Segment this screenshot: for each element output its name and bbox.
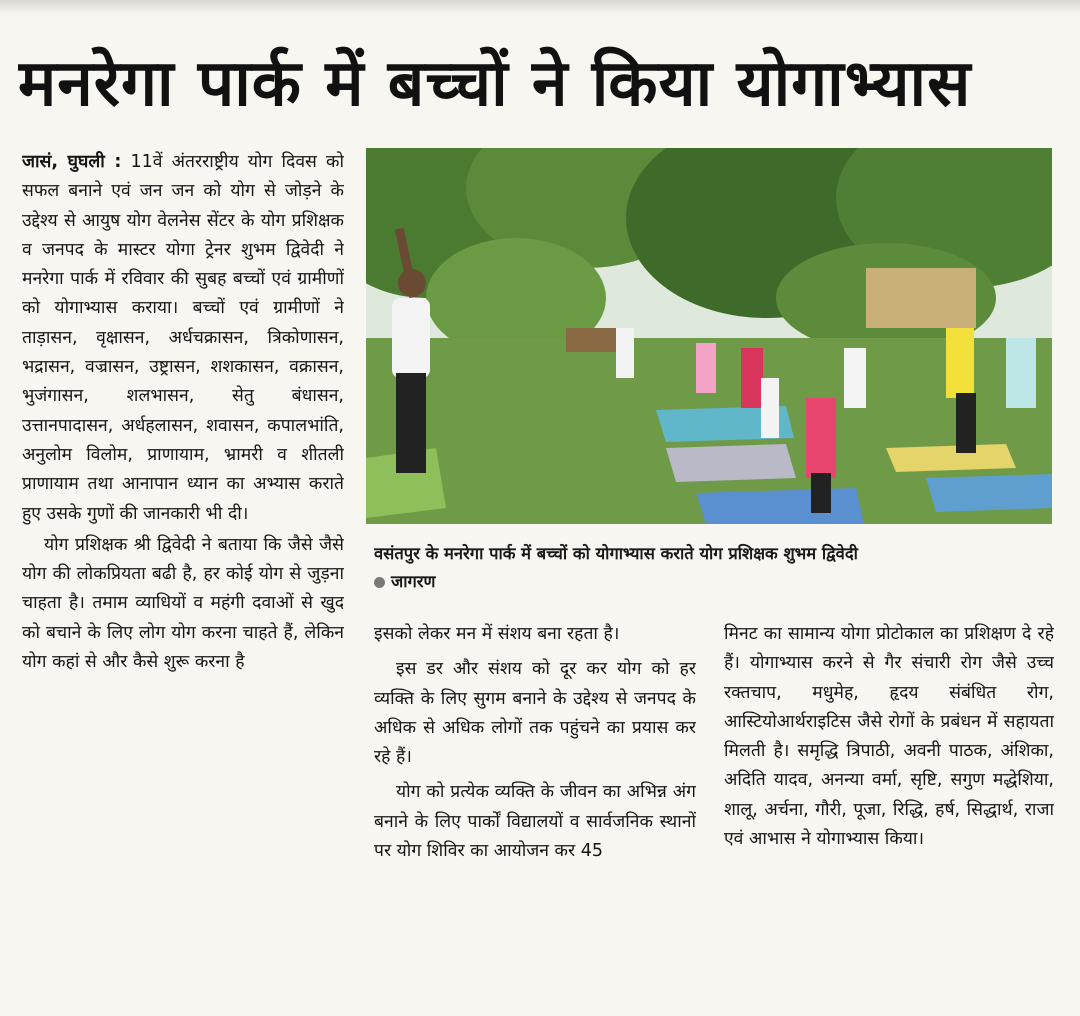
photo-credit: जागरण	[391, 572, 436, 591]
headline: मनरेगा पार्क में बच्चों ने किया योगाभ्यास	[18, 47, 972, 121]
article-column-3	[724, 620, 1054, 1000]
yoga-photo-illustration	[366, 148, 1052, 524]
article-column-2	[374, 620, 696, 1000]
building	[866, 268, 976, 328]
photo-caption: वसंतपुर के मनरेगा पार्क में बच्चों को योगाभ्यास कराते योग प्रशिक्षक शुभम द्विवेदी	[374, 544, 858, 563]
paragraph-1-text: 11वें अंतरराष्ट्रीय योग दिवस को सफल बनाने एवं जन जन को योग से जोड़ने के उद्देश्य से आयुष योग वेलनेस सेंटर के योग प्रशिक्षक व जनपद के मास्टर योगा ट्रेनर शुभम द्विवेदी ने मनरेगा पार्क में रविवार की सुबह बच्चों एवं ग्रामीणों को योगाभ्यास कराया। बच्चों एवं ग्रामीणों ने ताड़ासन, वृक्षासन, अर्धचक्रासन, त्रिकोणासन, भद्रासन, वज्रासन, उष्ट्रासन, शशकासन, वक्रासन, भुजंगासन, शलभासन, सेतु बंधासन, उत्तानपादासन, अर्धहलासन, शवासन, कपालभांति, अनुलोम विलोम, प्राणायाम, भ्रामरी व शीतली प्राणायाम तथा आनापान ध्यान का अभ्यास कराते हुए उसके गुणों की जानकारी भी दी।	[22, 152, 344, 524]
paragraph-5: योग को प्रत्येक व्यक्ति के जीवन का अभिन्न अंग बनाने के लिए पार्कों विद्यालयों व सार्वजनिक स्थानों पर योग शिविर का आयोजन कर 45	[374, 782, 696, 862]
dateline: जासं, घुघली :	[22, 152, 122, 172]
photo-credit-line	[374, 568, 1054, 596]
article-column-1	[22, 148, 344, 998]
previous-article-strip	[0, 0, 1080, 14]
bullet-icon	[374, 577, 385, 588]
paragraph-1	[22, 148, 344, 529]
paragraph-3: इसको लेकर मन में संशय बना रहता है।	[374, 624, 620, 644]
yoga-photo	[366, 148, 1052, 524]
paragraph-4: इस डर और संशय को दूर कर योग को हर व्यक्ति के लिए सुगम बनाने के उद्देश्य से जनपद के अधिक से अधिक लोगों तक पहुंचने का प्रयास कर रहे हैं।	[374, 659, 696, 768]
paragraph-6: मिनट का सामान्य योगा प्रोटोकाल का प्रशिक्षण दे रहे हैं। योगाभ्यास करने से गैर संचारी रोग जैसे उच्च रक्तचाप, मधुमेह, हृदय संबंधित रोग, आस्टियोआर्थराइटिस जैसे रोगों के प्रबंधन में सहायता मिलती है। समृद्धि त्रिपाठी, अवनी पाठक, अंशिका, अदिति यादव, अनन्या वर्मा, सृष्टि, सगुण मद्धेशिया, शालू, अर्चना, गौरी, पूजा, रिद्धि, हर्ष, सिद्धार्थ, राजा एवं आभास ने योगाभ्यास किया।	[724, 624, 1054, 850]
photo-caption-block	[374, 540, 1054, 596]
paragraph-2: योग प्रशिक्षक श्री द्विवेदी ने बताया कि जैसे जैसे योग की लोकप्रियता बढी है, हर कोई योग से जुड़ना चाहता है। तमाम व्याधियों व महंगी दवाओं से खुद को बचाने के लिए लोग योग करना चाहते हैं, लेकिन योग कहां से और कैसे शुरू करना है	[22, 534, 344, 673]
